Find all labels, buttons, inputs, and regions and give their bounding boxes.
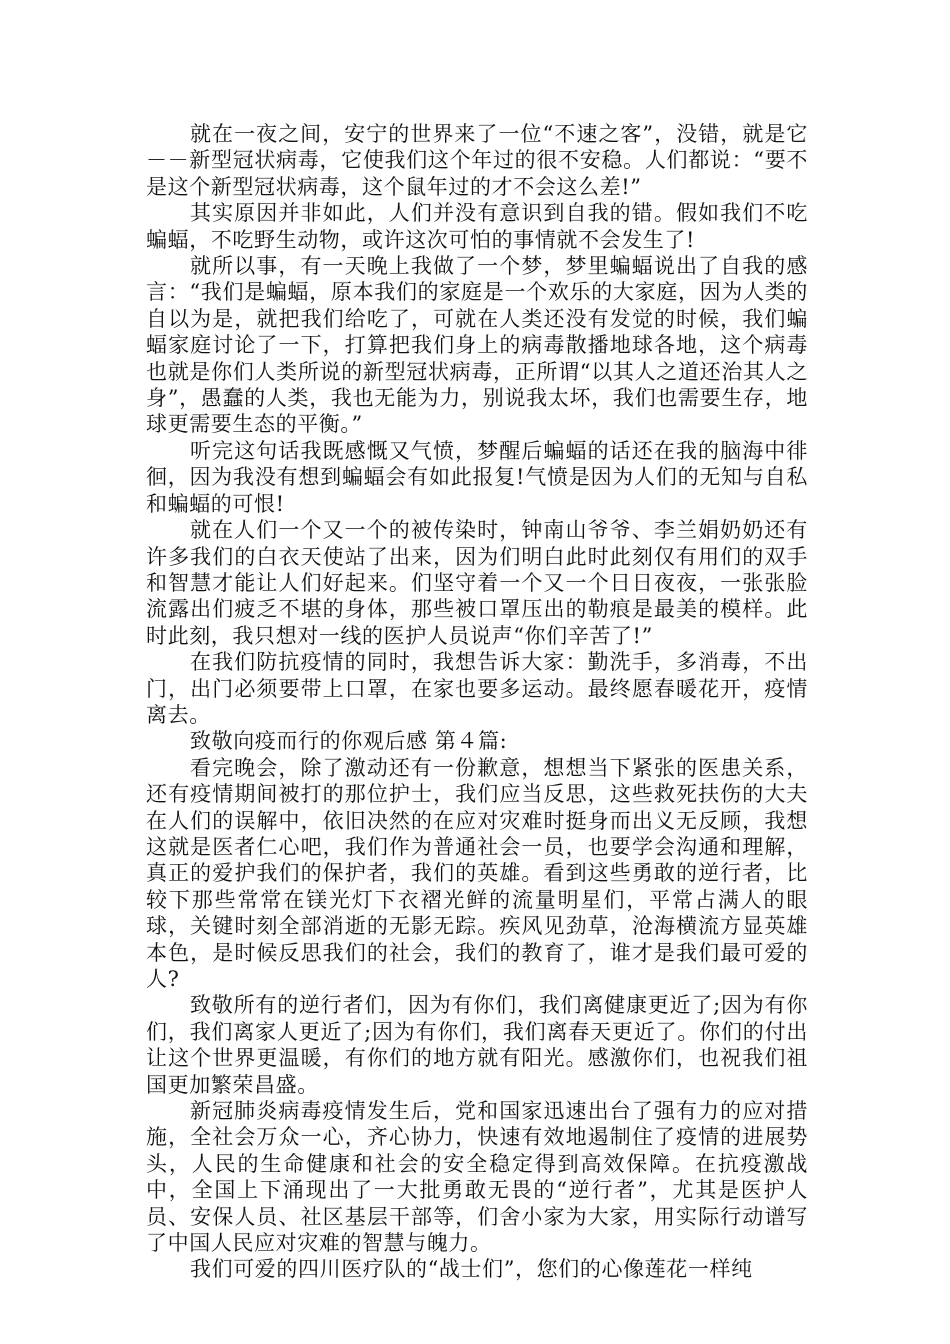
paragraph-5: 就在人们一个又一个的被传染时，钟南山爷爷、李兰娟奶奶还有许多我们的白衣天使站了出来，因为们明白此时此刻仅有用们的双手和智慧才能让人们好起来。们坚守着一个又一个日日夜夜，一张张脸流露出们疲乏不堪的身体，那些被口罩压出的勒痕是最美的模样。此时此刻，我只想对一线的医护人员说声“你们辛苦了!” bbox=[146, 518, 808, 648]
paragraph-11: 我们可爱的四川医疗队的“战士们”，您们的心像莲花一样纯 bbox=[190, 1257, 753, 1282]
paragraph-10: 新冠肺炎病毒疫情发生后，党和国家迅速出台了强有力的应对措施，全社会万众一心，齐心协力，快速有效地遏制住了疫情的进展势头，人民的生命健康和社会的安全稳定得到高效保障。在抗疫激战中，全国上下涌现出了一大批勇敢无畏的“逆行者”，尤其是医护人员、安保人员、社区基层干部等，们舍小家为大家，用实际行动谱写了中国人民应对灾难的智慧与魄力。 bbox=[146, 1099, 808, 1256]
paragraph-8: 看完晚会，除了激动还有一份歉意，想想当下紧张的医患关系，还有疫情期间被打的那位护士，我们应当反思，这些救死扶伤的大夫在人们的误解中，依旧决然的在应对灾难时挺身而出义无反顾，我想这就是医者仁心吧，我们作为普通社会一员，也要学会沟通和理解，真正的爱护我们的保护者，我们的英雄。看到这些勇敢的逆行者，比较下那些常常在镁光灯下衣褶光鲜的流量明星们，平常占满人的眼球，关键时刻全部消逝的无影无踪。疾风见劲草，沧海横流方显英雄本色，是时候反思我们的社会，我们的教育了，谁才是我们最可爱的人? bbox=[146, 755, 808, 991]
section-heading: 致敬向疫而行的你观后感 第４篇: bbox=[190, 729, 508, 754]
paragraph-9: 致敬所有的逆行者们，因为有你们，我们离健康更近了;因为有你们，我们离家人更近了;因为有你们，我们离春天更近了。你们的付出让这个世界更温暖，有你们的地方就有阳光。感激你们，也祝我们祖国更加繁荣昌盛。 bbox=[146, 993, 808, 1097]
document-body bbox=[146, 121, 808, 1283]
paragraph-1: 就在一夜之间，安宁的世界来了一位“不速之客”，没错，就是它－－新型冠状病毒，它使我们这个年过的很不安稳。人们都说：“要不是这个新型冠状病毒，这个鼠年过的才不会这么差!” bbox=[146, 122, 808, 199]
paragraph-2: 其实原因并非如此，人们并没有意识到自我的错。假如我们不吃蝙蝠，不吃野生动物，或许这次可怕的事情就不会发生了! bbox=[146, 201, 808, 252]
paragraph-6: 在我们防抗疫情的同时，我想告诉大家：勤洗手，多消毒，不出门，出门必须要带上口罩，在家也要多运动。最终愿春暖花开，疫情离去。 bbox=[146, 650, 808, 727]
paragraph-3: 就所以事，有一天晚上我做了一个梦，梦里蝙蝠说出了自我的感言：“我们是蝙蝠，原本我们的家庭是一个欢乐的大家庭，因为人类的自以为是，就把我们给吃了，可就在人类还没有发觉的时候，我们蝙蝠家庭讨论了一下，打算把我们身上的病毒散播地球各地，这个病毒也就是你们人类所说的新型冠状病毒，正所谓“以其人之道还治其人之身”，愚蠢的人类，我也无能为力，别说我太坏，我们也需要生存，地球更需要生态的平衡。” bbox=[146, 254, 808, 437]
paragraph-4: 听完这句话我既感慨又气愤，梦醒后蝙蝠的话还在我的脑海中徘徊，因为我没有想到蝙蝠会有如此报复!气愤是因为人们的无知与自私和蝙蝠的可恨! bbox=[146, 438, 808, 516]
